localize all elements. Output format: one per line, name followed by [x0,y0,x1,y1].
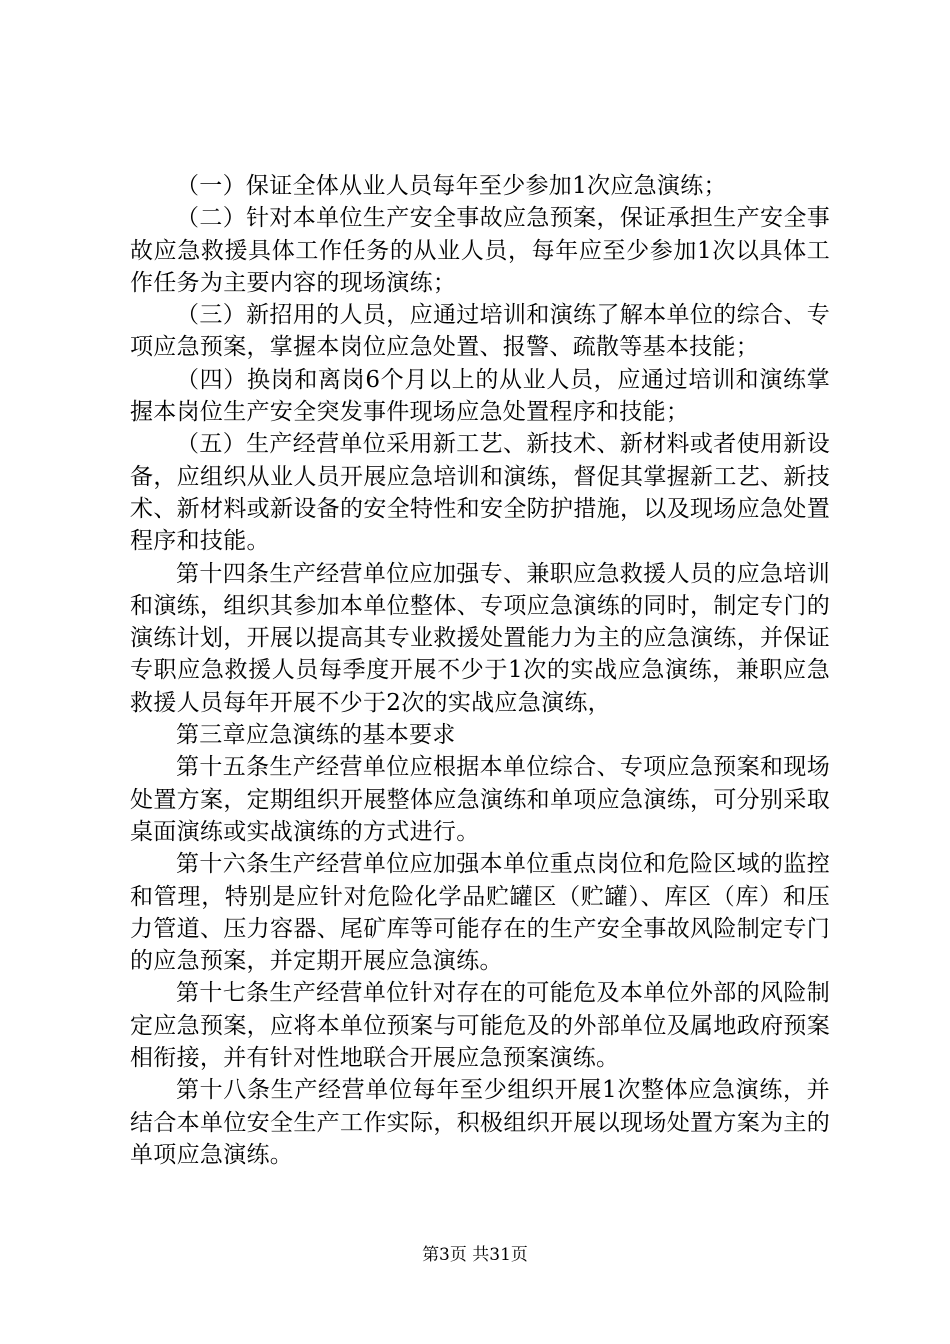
paragraph: 第十八条生产经营单位每年至少组织开展1次整体应急演练，并结合本单位安全生产工作实际，积极组织开展以现场处置方案为主的单项应急演练。 [130,1077,830,1168]
paragraph: （四）换岗和离岗6个月以上的从业人员，应通过培训和演练掌握本岗位生产安全突发事件现场应急处置程序和技能； [130,366,830,426]
paragraph: 第十七条生产经营单位针对存在的可能危及本单位外部的风险制定应急预案，应将本单位预案与可能危及的外部单位及属地政府预案相衔接，并有针对性地联合开展应急预案演练。 [130,980,830,1072]
paragraph: （二）针对本单位生产安全事故应急预案，保证承担生产安全事故应急救援具体工作任务的从业人员，每年应至少参加1次以具体工作任务为主要内容的现场演练； [130,205,830,296]
paragraph: 第十五条生产经营单位应根据本单位综合、专项应急预案和现场处置方案，定期组织开展整体应急演练和单项应急演练，可分别采取桌面演练或实战演练的方式进行。 [130,754,830,845]
chapter-heading: 第三章应急演练的基本要求 [176,722,456,749]
paragraph: （一）保证全体从业人员每年至少参加1次应急演练； [176,173,727,199]
paragraph: 第十六条生产经营单位应加强本单位重点岗位和危险区域的监控和管理，特别是应针对危险化学品贮罐区（贮罐）、库区（库）和压力管道、压力容器、尾矿库等可能存在的生产安全事故风险制定专门的应急预案，并定期开展应急演练。 [130,851,830,975]
paragraph: （五）生产经营单位采用新工艺、新技术、新材料或者使用新设备，应组织从业人员开展应急培训和演练，督促其掌握新工艺、新技术、新材料或新设备的安全特性和安全防护措施，以及现场应急处置程序和技能。 [130,431,830,555]
page-number-footer: 第3页 共31页 [422,1245,528,1265]
paragraph: （三）新招用的人员，应通过培训和演练了解本单位的综合、专项应急预案，掌握本岗位应急处置、报警、疏散等基本技能； [130,302,830,361]
document-body [130,170,830,1171]
paragraph: 第十四条生产经营单位应加强专、兼职应急救援人员的应急培训和演练，组织其参加本单位整体、专项应急演练的同时，制定专门的演练计划，开展以提高其专业救援处置能力为主的应急演练，并保证专职应急救援人员每季度开展不少于1次的实战应急演练，兼职应急救援人员每年开展不少于2次的实战应急演练， [130,560,830,716]
